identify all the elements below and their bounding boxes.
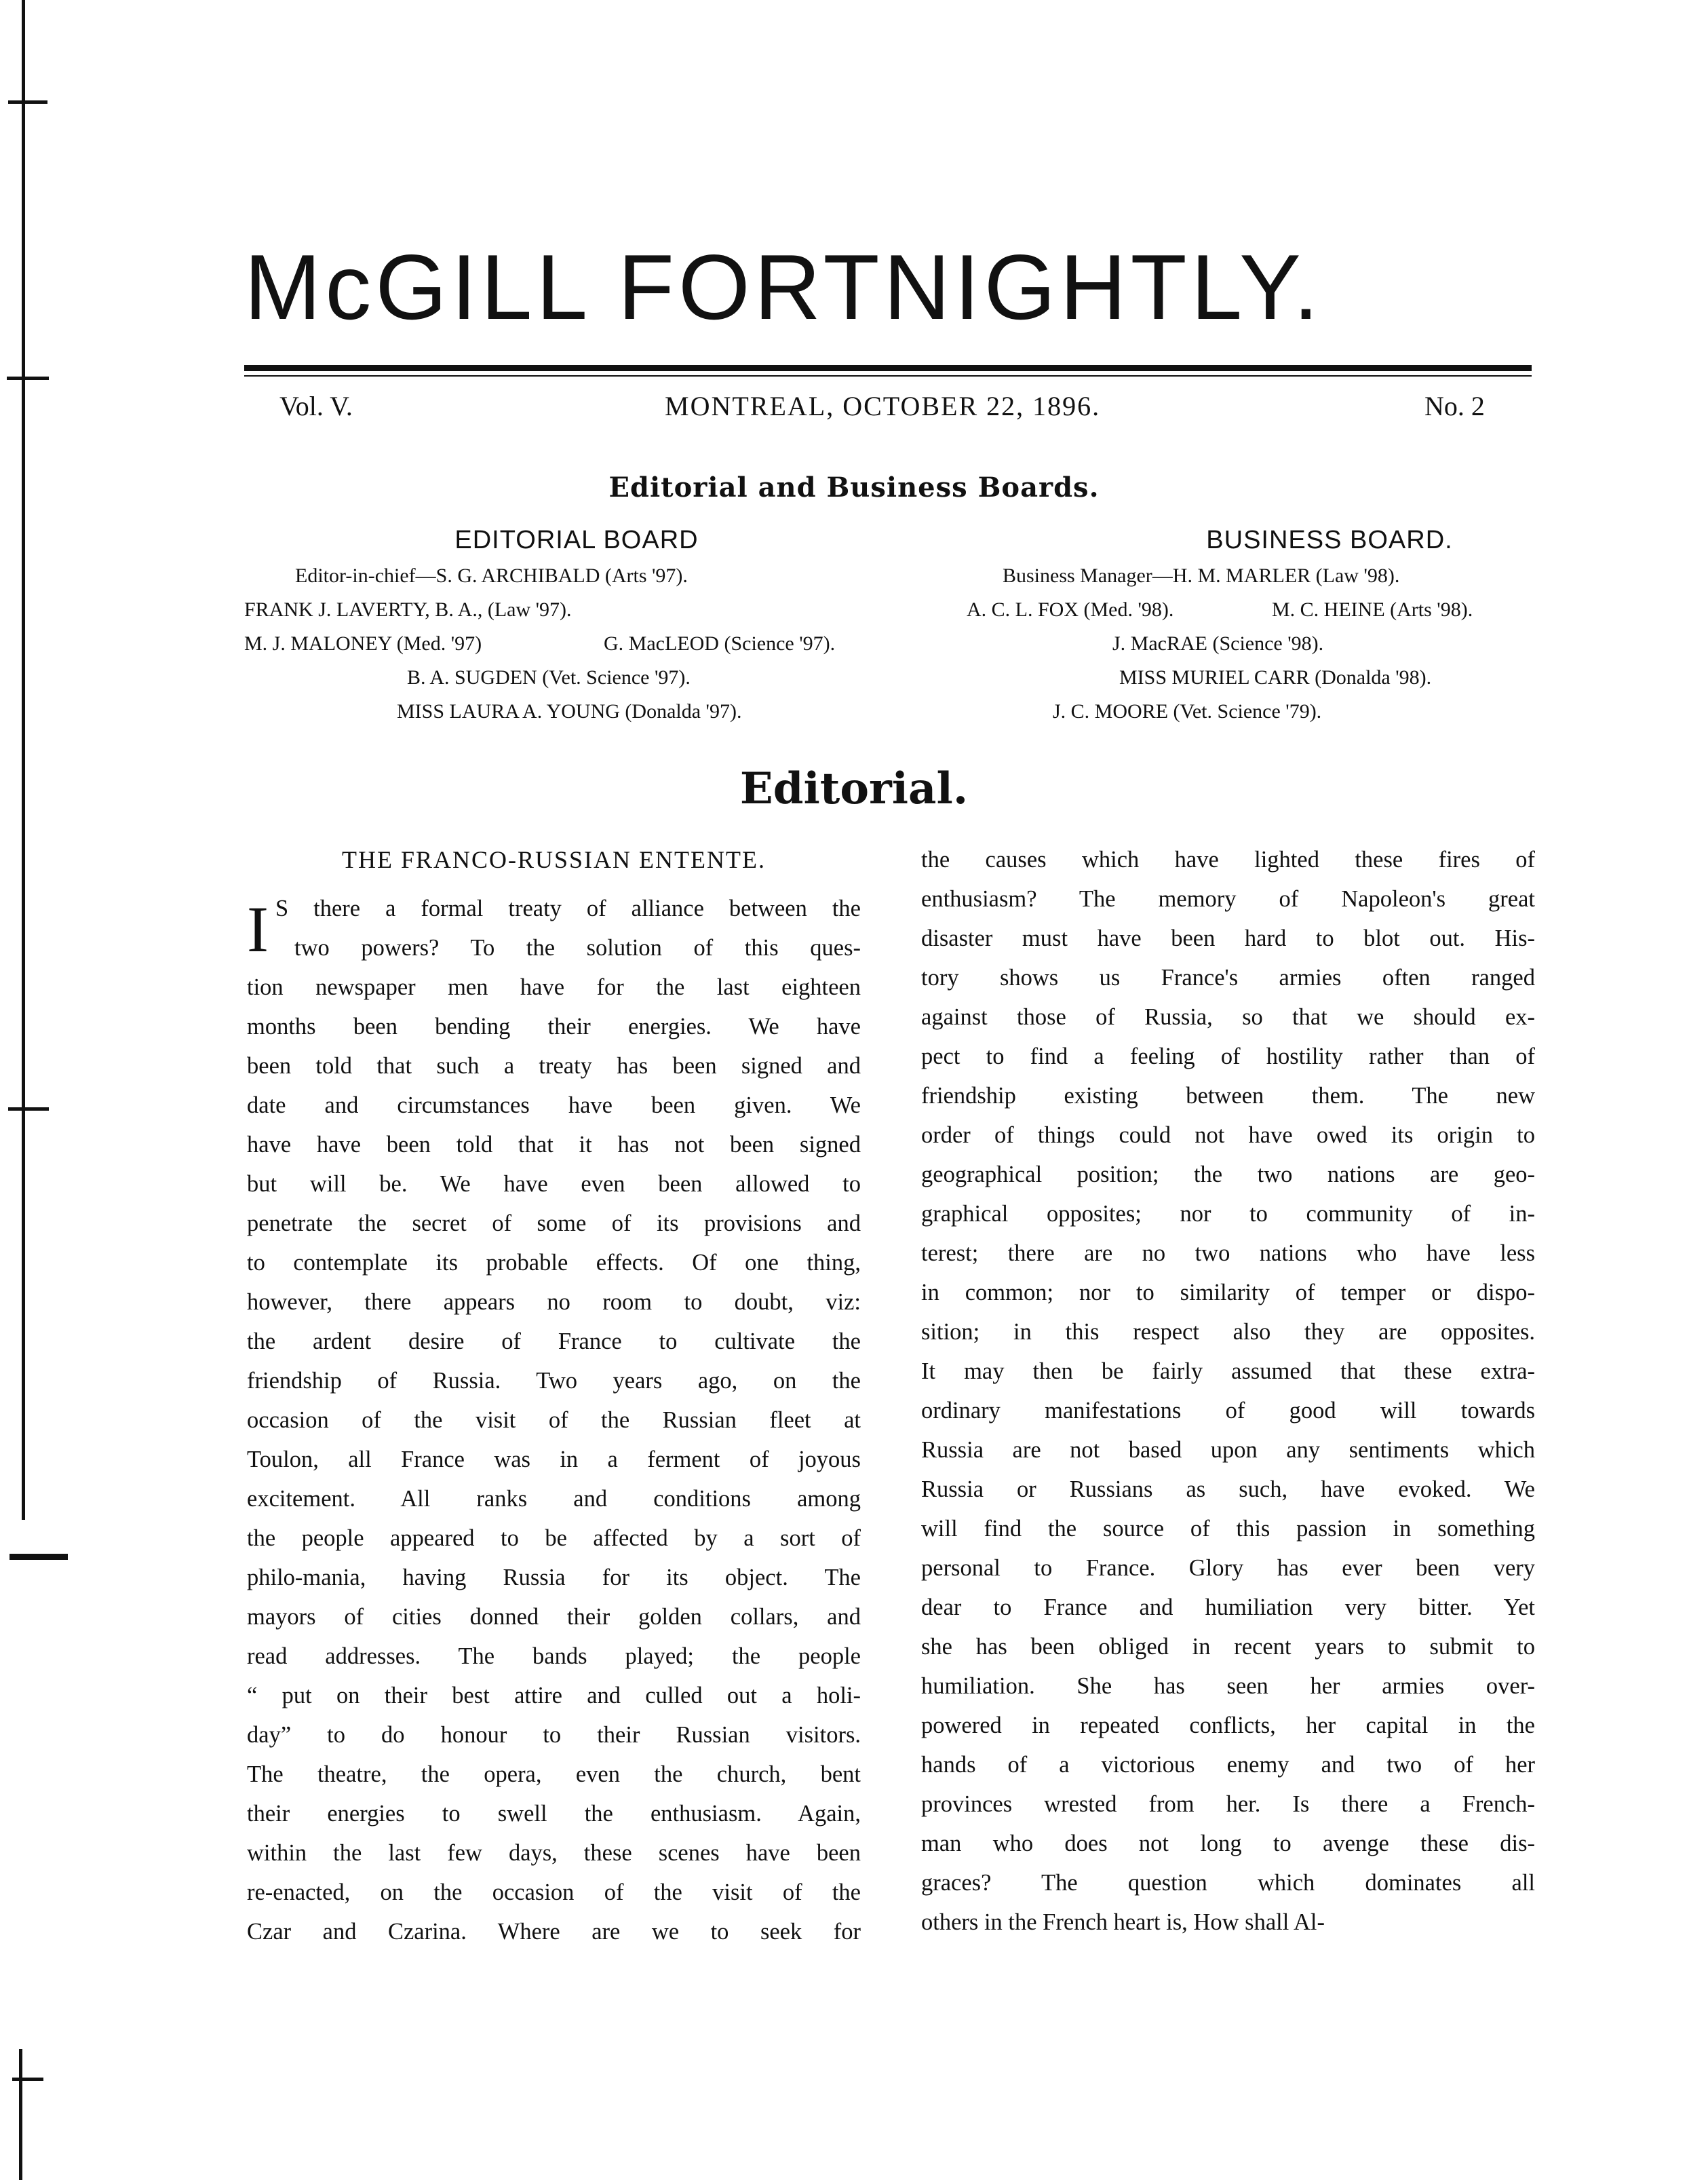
binding-mark — [8, 100, 47, 104]
boards-heading: Editorial and Business Boards. — [608, 472, 1100, 503]
article-line: pect to find a feeling of hostility rather than of — [921, 1044, 1535, 1069]
article-line: disaster must have been hard to blot out. His- — [921, 925, 1535, 951]
article-line: sition; in this respect also they are opposites. — [921, 1319, 1535, 1345]
article-line: Czar and Czarina. Where are we to seek for — [247, 1919, 861, 1945]
masthead-rule — [244, 365, 1532, 371]
article-line: enthusiasm? The memory of Napoleon's great — [921, 886, 1535, 912]
editorial-heading: Editorial. — [739, 763, 969, 814]
article-line: to contemplate its probable effects. Of one thing, — [247, 1250, 861, 1276]
article-line: the causes which have lighted these fires of — [921, 847, 1535, 873]
article-line: hands of a victorious enemy and two of her — [921, 1752, 1535, 1778]
article-line: The theatre, the opera, even the church, bent — [247, 1761, 861, 1787]
business-board-member: A. C. L. FOX (Med. '98). — [967, 598, 1174, 621]
article-line: provinces wrested from her. Is there a French- — [921, 1791, 1535, 1817]
article-line: within the last few days, these scenes have been — [247, 1840, 861, 1866]
volume-number: Vol. V. — [279, 391, 353, 421]
article-line: months been bending their energies. We have — [247, 1014, 861, 1039]
editorial-board-title: EDITORIAL BOARD — [454, 526, 699, 554]
binding-mark — [9, 1554, 68, 1560]
article-line: humiliation. She has seen her armies over- — [921, 1673, 1535, 1699]
article-line: mayors of cities donned their golden collars, and — [247, 1604, 861, 1630]
article-line: been told that such a treaty has been signed and — [247, 1053, 861, 1079]
article-line: graphical opposites; nor to community of in- — [921, 1201, 1535, 1227]
article-line: Toulon, all France was in a ferment of joyous — [247, 1447, 861, 1472]
binding-spine-line — [19, 2049, 22, 2180]
article-line: read addresses. The bands played; the people — [247, 1643, 861, 1669]
article-line: re-enacted, on the occasion of the visit of the — [247, 1879, 861, 1905]
article-line: will find the source of this passion in something — [921, 1516, 1535, 1542]
article-line: but will be. We have even been allowed to — [247, 1171, 861, 1197]
article-line: two powers? To the solution of this ques- — [294, 935, 861, 961]
article-line: “ put on their best attire and culled out a holi- — [247, 1683, 861, 1708]
issue-number: No. 2 — [1424, 391, 1485, 421]
business-board-title: BUSINESS BOARD. — [1206, 526, 1453, 554]
article-line: man who does not long to avenge these dis- — [921, 1831, 1535, 1856]
article-line: It may then be fairly assumed that these extra- — [921, 1358, 1535, 1384]
article-line: Russia are not based upon any sentiments which — [921, 1437, 1535, 1463]
article-line: others in the French heart is, How shall Al- — [921, 1909, 1325, 1935]
business-board-member: MISS MURIEL CARR (Donalda '98). — [1119, 666, 1432, 689]
article-line: S there a formal treaty of alliance between the — [275, 896, 861, 921]
article-line: tory shows us France's armies often ranged — [921, 965, 1535, 991]
article-line: the people appeared to be affected by a sort of — [247, 1525, 861, 1551]
article-line: penetrate the secret of some of its provisions and — [247, 1210, 861, 1236]
article-line: dear to France and humiliation very bitter. Yet — [921, 1594, 1535, 1620]
editorial-board-member: FRANK J. LAVERTY, B. A., (Law '97). — [244, 598, 572, 621]
article-line: however, there appears no room to doubt, viz: — [247, 1289, 861, 1315]
editorial-board-member: B. A. SUGDEN (Vet. Science '97). — [407, 666, 691, 689]
editorial-board-member: Editor-in-chief—S. G. ARCHIBALD (Arts '97). — [295, 565, 688, 587]
article-line: the ardent desire of France to cultivate the — [247, 1328, 861, 1354]
binding-spine-line — [22, 0, 25, 1520]
drop-cap: I — [247, 893, 269, 965]
article-line: day” to do honour to their Russian visitors. — [247, 1722, 861, 1748]
binding-mark — [7, 377, 49, 380]
article-line: Russia or Russians as such, have evoked. We — [921, 1476, 1535, 1502]
editorial-board-member: M. J. MALONEY (Med. '97) — [244, 632, 482, 655]
editorial-board-member: MISS LAURA A. YOUNG (Donalda '97). — [397, 700, 742, 723]
article-line: friendship of Russia. Two years ago, on the — [247, 1368, 861, 1394]
editorial-board-member: G. MacLEOD (Science '97). — [604, 632, 836, 655]
article-line: she has been obliged in recent years to submit to — [921, 1634, 1535, 1660]
article-line: philo-mania, having Russia for its object. The — [247, 1565, 861, 1590]
business-board-member: J. C. MOORE (Vet. Science '79). — [1053, 700, 1322, 723]
article-line: have have been told that it has not been signed — [247, 1132, 861, 1158]
article-line: ordinary manifestations of good will towards — [921, 1398, 1535, 1423]
article-line: tion newspaper men have for the last eighteen — [247, 974, 861, 1000]
dateline: MONTREAL, OCTOBER 22, 1896. — [665, 391, 1101, 421]
article-line: excitement. All ranks and conditions among — [247, 1486, 861, 1512]
article-line: in common; nor to similarity of temper or dispo- — [921, 1280, 1535, 1305]
article-line: occasion of the visit of the Russian fleet at — [247, 1407, 861, 1433]
article-line: powered in repeated conflicts, her capital in the — [921, 1713, 1535, 1738]
article-line: terest; there are no two nations who have less — [921, 1240, 1535, 1266]
article-line: graces? The question which dominates all — [921, 1870, 1535, 1896]
masthead-rule-thin — [244, 375, 1532, 377]
article-line: geographical position; the two nations are geo- — [921, 1162, 1535, 1187]
article-line: personal to France. Glory has ever been very — [921, 1555, 1535, 1581]
masthead-title: McGILL FORTNIGHTLY. — [244, 235, 1323, 339]
article-column-left — [247, 840, 861, 1951]
business-board-member: J. MacRAE (Science '98). — [1112, 632, 1324, 655]
business-board-member: M. C. HEINE (Arts '98). — [1272, 598, 1473, 621]
binding-mark — [12, 2078, 43, 2081]
business-board-member: Business Manager—H. M. MARLER (Law '98). — [1003, 565, 1400, 587]
article-line: friendship existing between them. The new — [921, 1083, 1535, 1109]
article-line: date and circumstances have been given. We — [247, 1092, 861, 1118]
article-title: THE FRANCO-RUSSIAN ENTENTE. — [342, 846, 766, 873]
article-line: their energies to swell the enthusiasm. Again, — [247, 1801, 861, 1827]
binding-mark — [8, 1107, 49, 1111]
article-column-right — [921, 840, 1535, 1942]
article-line: against those of Russia, so that we should ex- — [921, 1004, 1535, 1030]
article-line: order of things could not have owed its origin to — [921, 1122, 1535, 1148]
